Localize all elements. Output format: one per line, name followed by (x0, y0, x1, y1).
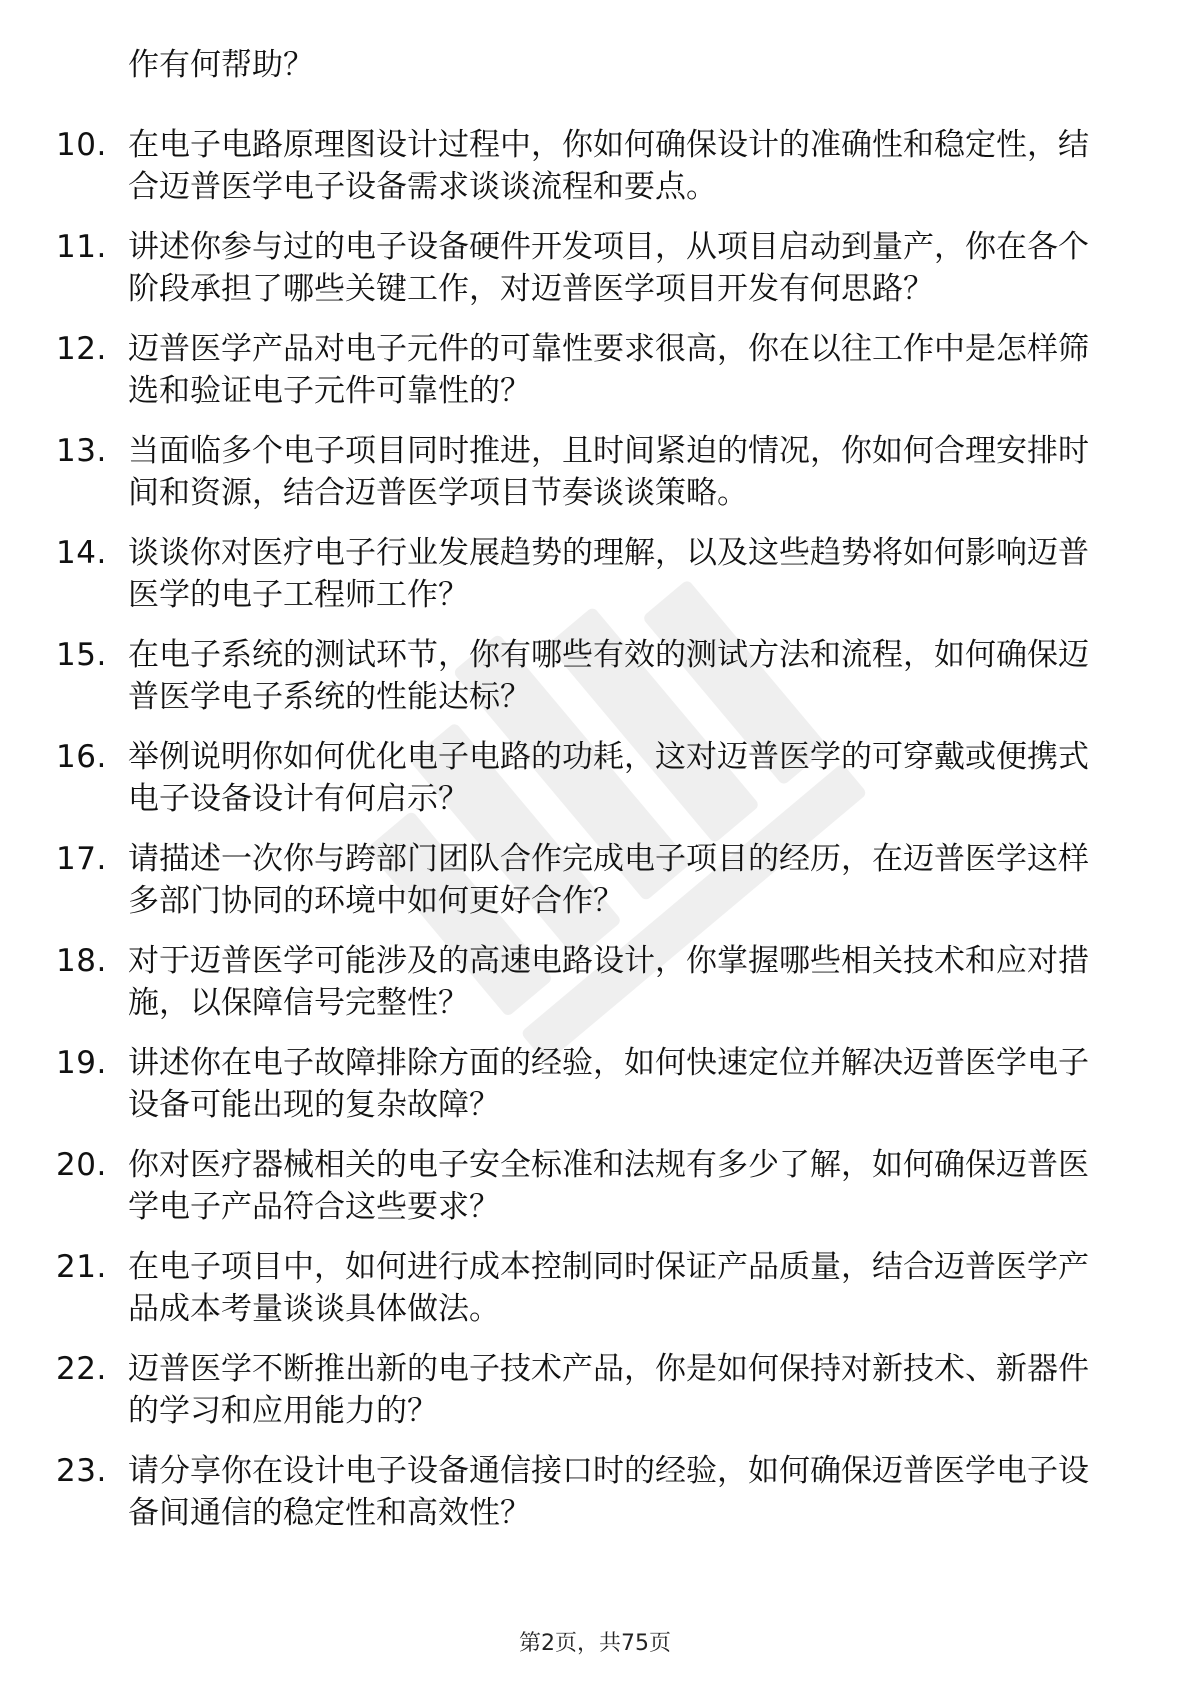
question-item (56, 940, 1116, 1024)
question-text: 迈普医学不断推出新的电子技术产品，你是如何保持对新技术、新器件的学习和应用能力的？ (128, 1351, 1089, 1429)
question-item (56, 736, 1116, 820)
question-text: 在电子项目中，如何进行成本控制同时保证产品质量，结合迈普医学产品成本考量谈谈具体做法。 (128, 1249, 1089, 1327)
question-text: 讲述你参与过的电子设备硬件开发项目，从项目启动到量产，你在各个阶段承担了哪些关键工作，对迈普医学项目开发有何思路？ (128, 229, 1089, 307)
question-text: 在电子系统的测试环节，你有哪些有效的测试方法和流程，如何确保迈普医学电子系统的性能达标？ (128, 637, 1089, 715)
question-text: 当面临多个电子项目同时推进，且时间紧迫的情况，你如何合理安排时间和资源，结合迈普医学项目节奏谈谈策略。 (128, 433, 1089, 511)
question-item (56, 1144, 1116, 1228)
question-number: 21. (56, 1249, 107, 1285)
question-list (56, 44, 1116, 1552)
question-item (56, 634, 1116, 718)
question-number: 23. (56, 1453, 107, 1489)
continued-question-text: 作有何帮助？ (128, 47, 314, 83)
question-item (56, 532, 1116, 616)
page-number-footer: 第2页，共75页 (519, 1631, 671, 1656)
question-item (56, 1246, 1116, 1330)
question-number: 20. (56, 1147, 107, 1183)
question-number: 16. (56, 739, 107, 775)
question-text: 讲述你在电子故障排除方面的经验，如何快速定位并解决迈普医学电子设备可能出现的复杂故障？ (128, 1045, 1089, 1123)
question-text: 你对医疗器械相关的电子安全标准和法规有多少了解，如何确保迈普医学电子产品符合这些要求？ (128, 1147, 1089, 1225)
question-number: 15. (56, 637, 107, 673)
question-number: 17. (56, 841, 107, 877)
question-item (56, 1348, 1116, 1432)
question-number: 10. (56, 127, 107, 163)
question-text: 迈普医学产品对电子元件的可靠性要求很高，你在以往工作中是怎样筛选和验证电子元件可靠性的？ (128, 331, 1089, 409)
question-item (56, 838, 1116, 922)
question-item (56, 430, 1116, 514)
question-number: 12. (56, 331, 107, 367)
question-item (56, 328, 1116, 412)
question-text: 请分享你在设计电子设备通信接口时的经验，如何确保迈普医学电子设备间通信的稳定性和高效性？ (128, 1453, 1089, 1531)
question-text: 谈谈你对医疗电子行业发展趋势的理解，以及这些趋势将如何影响迈普医学的电子工程师工作？ (128, 535, 1089, 613)
question-number: 18. (56, 943, 107, 979)
question-text: 对于迈普医学可能涉及的高速电路设计，你掌握哪些相关技术和应对措施，以保障信号完整性？ (128, 943, 1089, 1021)
question-item (56, 1450, 1116, 1534)
question-item (56, 124, 1116, 208)
question-text: 在电子电路原理图设计过程中，你如何确保设计的准确性和稳定性，结合迈普医学电子设备需求谈谈流程和要点。 (128, 127, 1089, 205)
question-text: 举例说明你如何优化电子电路的功耗，这对迈普医学的可穿戴或便携式电子设备设计有何启示？ (128, 739, 1089, 817)
question-item (56, 226, 1116, 310)
question-number: 11. (56, 229, 107, 265)
question-number: 22. (56, 1351, 107, 1387)
question-number: 19. (56, 1045, 107, 1081)
question-number: 13. (56, 433, 107, 469)
question-text: 请描述一次你与跨部门团队合作完成电子项目的经历，在迈普医学这样多部门协同的环境中如何更好合作？ (128, 841, 1089, 919)
question-item (56, 1042, 1116, 1126)
question-number: 14. (56, 535, 107, 571)
